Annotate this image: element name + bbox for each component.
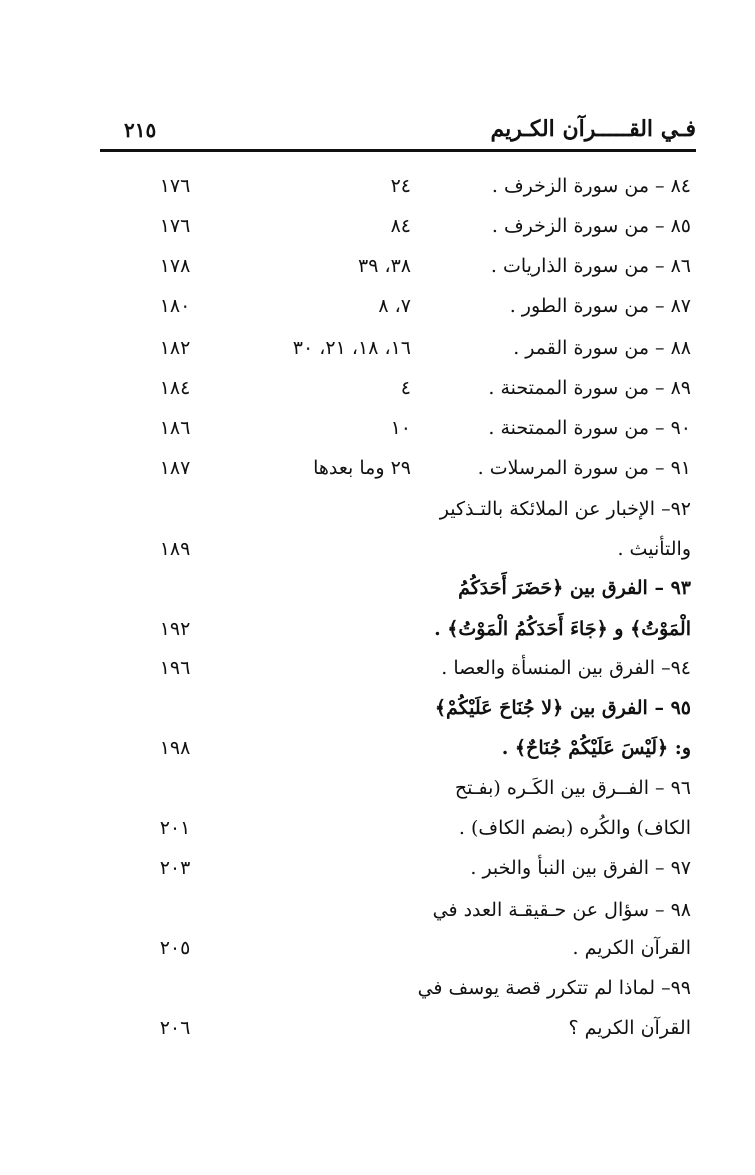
entry-text: ٩٣ – الفرق بين ﴿حَضَرَ أَحَدَكُمُ: [458, 577, 691, 599]
entry-page: ١٩٦: [159, 657, 191, 679]
entry-page: ١٧٨: [159, 255, 191, 277]
entry-page: ١٧٦: [159, 215, 191, 237]
entry-page: ١٨٠: [159, 295, 191, 317]
entry-page: ١٧٦: [159, 175, 191, 197]
entry-text: ٨٨ – من سورة القمر .: [513, 337, 691, 359]
verse-numbers: ١٦، ١٨، ٢١، ٣٠: [292, 337, 411, 359]
entry-text: و: ﴿لَيْسَ عَلَيْكُمْ جُنَاحٌ﴾ .: [501, 737, 691, 759]
entry-text: ٩٤– الفرق بين المنسأة والعصا .: [441, 657, 691, 679]
entry-text: والتأنيث .: [617, 538, 691, 560]
entry-page: ١٨٢: [159, 337, 191, 359]
verse-numbers: ٨٤: [390, 215, 411, 237]
verse-numbers: ٤: [400, 377, 411, 399]
verse-numbers: ٢٩ وما بعدها: [313, 457, 411, 479]
entry-text: الْمَوْتُ﴾ و ﴿جَاءَ أَحَدَكُمُ الْمَوْتُ﴾ .: [434, 618, 691, 640]
entry-page: ١٩٢: [159, 618, 191, 640]
entry-page: ١٩٨: [159, 737, 191, 759]
entry-text: ٨٥ – من سورة الزخرف .: [491, 215, 691, 237]
entry-page: ١٨٤: [159, 377, 191, 399]
entry-text: ٨٩ – من سورة الممتحنة .: [488, 377, 691, 399]
verse-numbers: ٧، ٨: [378, 295, 411, 317]
entry-text: الكاف) والكُره (بضم الكاف) .: [458, 817, 691, 839]
entry-text: القرآن الكريم .: [572, 937, 691, 959]
entry-text: ٩٠ – من سورة الممتحنة .: [488, 417, 691, 439]
book-title: فـي القـــــرآن الكـريم: [490, 116, 696, 142]
entry-text: ٩٧ – الفرق بين النبأ والخبر .: [470, 857, 691, 879]
entry-page: ١٨٦: [159, 417, 191, 439]
verse-numbers: ١٠: [390, 417, 411, 439]
verse-numbers: ٢٤: [390, 175, 411, 197]
entry-text: ٩٥ – الفرق بين ﴿لا جُنَاحَ عَلَيْكُمْ﴾: [434, 697, 691, 719]
entry-page: ٢٠١: [159, 817, 191, 839]
entry-text: القرآن الكريم ؟: [568, 1017, 691, 1039]
entry-text: ٩٢– الإخبار عن الملائكة بالتـذكير: [439, 498, 691, 520]
entry-text: ٨٧ – من سورة الطور .: [509, 295, 691, 317]
entry-text: ٨٦ – من سورة الذاريات .: [490, 255, 691, 277]
entry-page: ١٨٩: [159, 538, 191, 560]
entry-page: ٢٠٦: [159, 1017, 191, 1039]
entry-page: ٢٠٣: [159, 857, 191, 879]
verse-numbers: ٣٨، ٣٩: [357, 255, 411, 277]
entry-page: ٢٠٥: [159, 937, 191, 959]
entry-text: ٩٨ – سؤال عن حـقيقـة العدد في: [432, 899, 691, 921]
entry-text: ٩١ – من سورة المرسلات .: [477, 457, 691, 479]
entry-text: ٩٩– لماذا لم تتكرر قصة يوسف في: [417, 977, 691, 999]
entry-text: ٨٤ – من سورة الزخرف .: [491, 175, 691, 197]
page-number: ٢١٥: [124, 118, 157, 142]
entry-text: ٩٦ – الفــرق بين الكَـره (بفـتح: [454, 777, 691, 799]
entry-page: ١٨٧: [159, 457, 191, 479]
